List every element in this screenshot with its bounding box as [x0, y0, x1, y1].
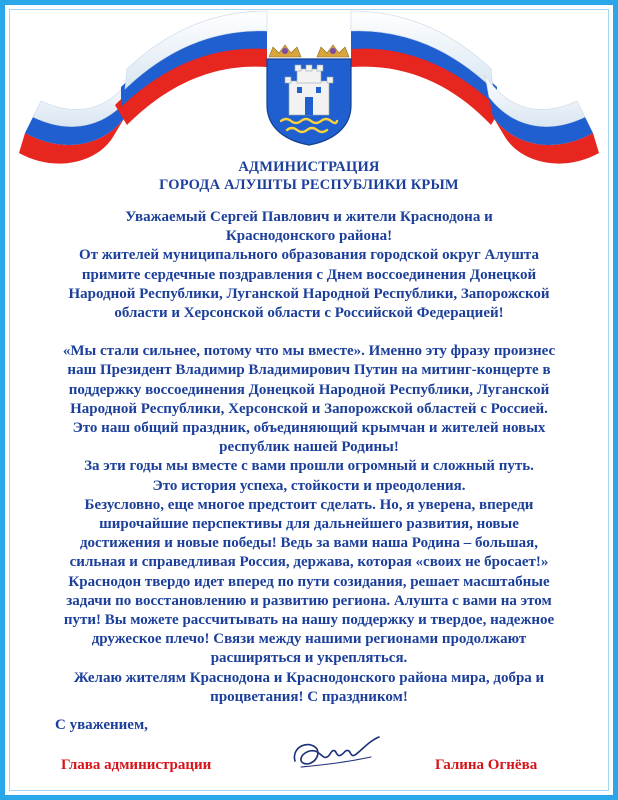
letter-line: сильная и справедливая Россия, держава, которая «своих не бросает!» [69, 554, 549, 571]
handwritten-signature-icon [287, 727, 391, 781]
alushta-coat-of-arms-icon [261, 43, 357, 147]
letter-line: задачи по восстановлению и развитию региона. Алушта с вами на этом [66, 592, 552, 609]
letter-body [27, 208, 591, 707]
letter-line: расширяться и укрепляться. [210, 650, 408, 667]
letter-line: широчайшие перспективы для дальнейшего развития, новые [99, 516, 519, 533]
closing-line: С уважением, [55, 717, 148, 733]
signature-position: Глава администрации [61, 757, 212, 773]
letter-line: республик нашей Родины! [219, 439, 399, 456]
letter-line: поддержку воссоединения Донецкой Народной Республики, Луганской [68, 381, 550, 398]
letter-line: примите сердечные поздравления с Днем воссоединения Донецкой [81, 266, 537, 283]
letter-line: пути! Вы можете рассчитывать на нашу поддержку и твердое, надежное [63, 612, 555, 629]
letter-line: Это наш общий праздник, объединяющий крымчан и жителей новых [72, 420, 546, 437]
letter-line: области и Херсонской области с Российской Федерацией! [114, 305, 504, 322]
letter-line: Краснодон твердо идет вперед по пути созидания, решает масштабные [68, 573, 550, 590]
letter-line: Народной Республики, Херсонской и Запорожской областей с Россией. [70, 400, 548, 417]
letter-line: процветания! С праздником! [210, 688, 408, 705]
letter-line: наш Президент Владимир Владимирович Путин на митинг-концерте в [67, 362, 551, 379]
letter-line: дружеское плечо! Связи между нашими регионами продолжают [91, 631, 527, 648]
header-line-1: АДМИНИСТРАЦИЯ [238, 159, 380, 175]
letter-line: За эти годы мы вместе с вами прошли огромный и сложный путь. [84, 458, 534, 475]
letter-line: достижения и новые победы! Ведь за вами наша Родина – большая, [79, 535, 539, 552]
letter-line: От жителей муниципального образования городской округ Алушта [79, 247, 539, 264]
letter-line: Народной Республики, Луганской Народной Республики, Запорожской [68, 285, 550, 302]
letter-line: Уважаемый Сергей Павлович и жители Краснодона и [125, 209, 493, 225]
header-line-2: ГОРОДА АЛУШТЫ РЕСПУБЛИКИ КРЫМ [159, 177, 459, 193]
paragraph-gap [27, 323, 591, 342]
letter-line: Это история успеха, стойкости и преодоления. [152, 477, 466, 494]
letter-line: Краснодонского района! [225, 228, 393, 245]
letter-line: «Мы стали сильнее, потому что мы вместе». Именно эту фразу произнес [62, 343, 556, 360]
signature-name: Галина Огнёва [435, 757, 538, 773]
letter-line: Безусловно, еще многое предстоит сделать. Но, я уверена, впереди [84, 496, 534, 513]
letter-line: Желаю жителям Краснодона и Краснодонского района мира, добра и [73, 669, 545, 686]
